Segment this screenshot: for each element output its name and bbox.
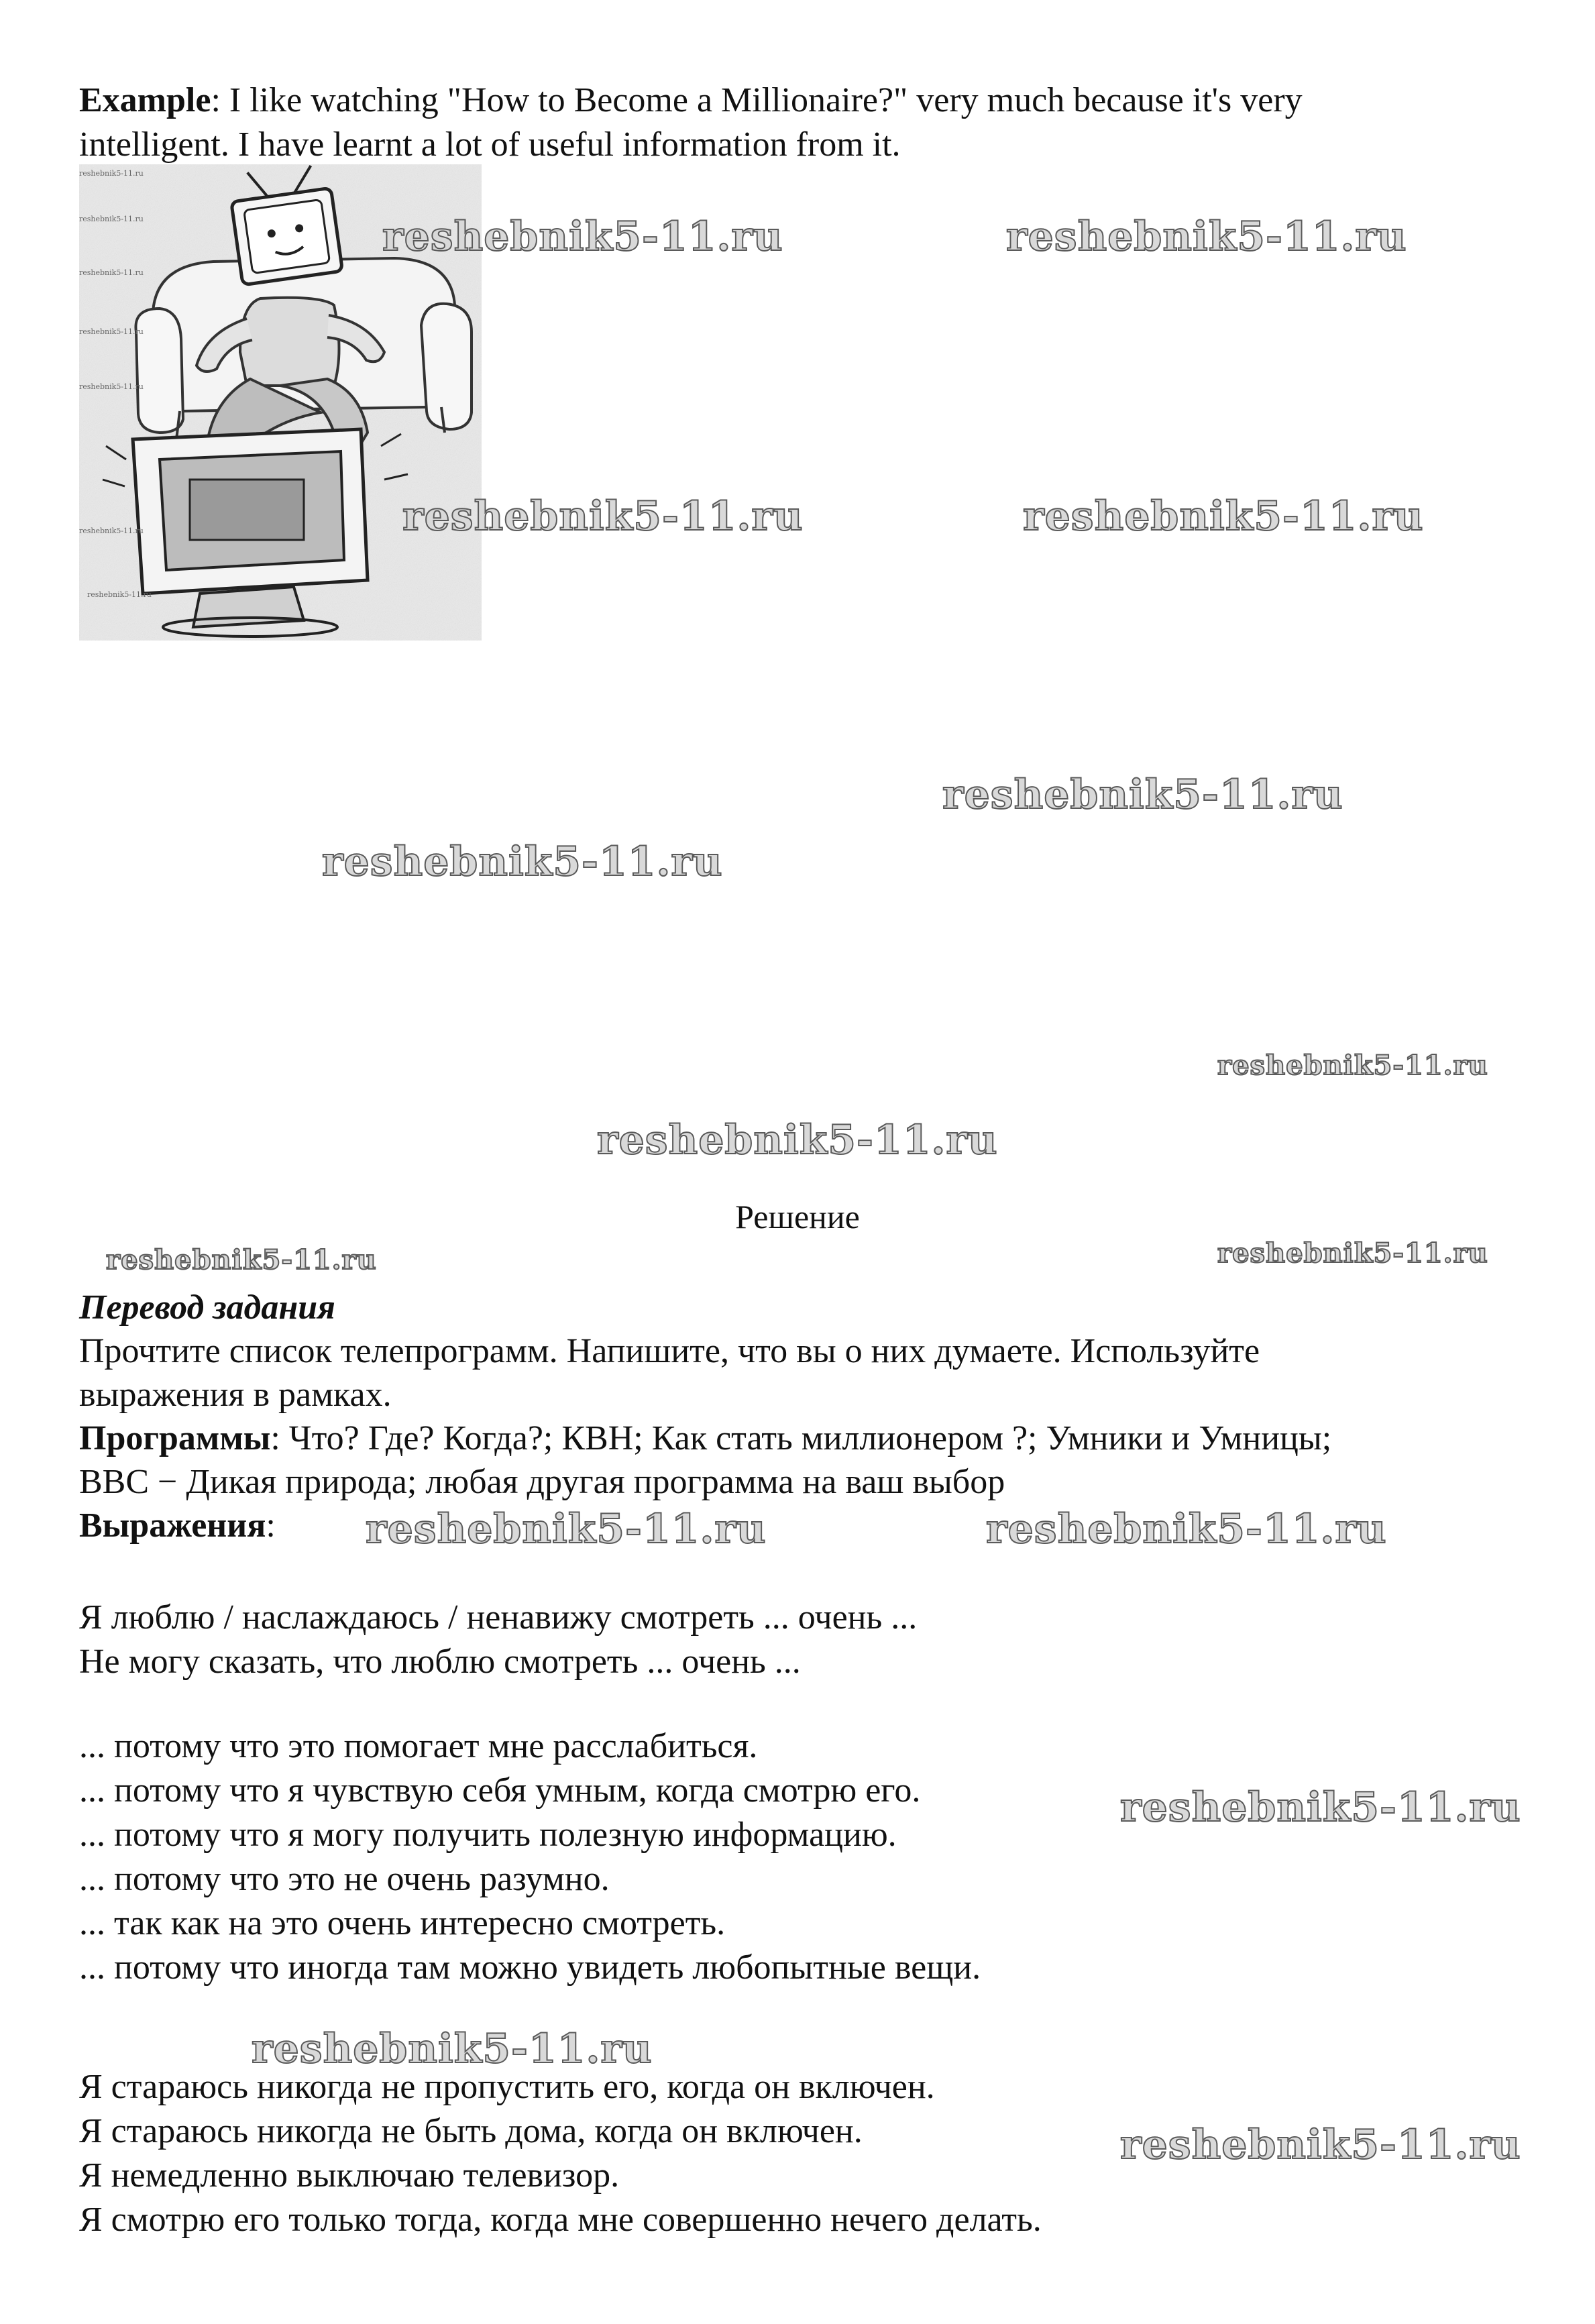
phrase-line: ... потому что иногда там можно увидеть любопытные вещи. xyxy=(79,1948,981,1987)
expressions-line xyxy=(79,1504,276,1547)
example-line-2: intelligent. I have learnt a lot of useful information from it. xyxy=(79,125,901,164)
phrase-line: Я люблю / наслаждаюсь / ненавижу смотреть ... очень ... xyxy=(79,1598,918,1637)
expressions-label: Выражения xyxy=(79,1506,266,1545)
phrase-line: Я смотрю его только тогда, когда мне совершенно нечего делать. xyxy=(79,2201,1042,2239)
watermark: reshebnik5-11.ru xyxy=(986,1506,1387,1553)
watermark: reshebnik5-11.ru xyxy=(1120,2121,1521,2168)
watermark-tiny: reshebnik5-11.ru xyxy=(79,215,144,223)
expressions-colon: : xyxy=(266,1506,276,1545)
watermark-tiny: reshebnik5-11.ru xyxy=(79,169,144,178)
example-label: Example xyxy=(79,81,211,119)
watermark: reshebnik5-11.ru xyxy=(382,213,783,260)
instruction-line-1: Прочтите список телепрограмм. Напишите, что вы о них думаете. Используйте xyxy=(79,1332,1260,1370)
phrase-line: ... потому что это помогает мне расслабиться. xyxy=(79,1727,758,1765)
watermark: reshebnik5-11.ru xyxy=(322,838,723,885)
watermark: reshebnik5-11.ru xyxy=(1120,1784,1521,1831)
watermark-tiny: reshebnik5-11.ru xyxy=(79,268,144,277)
phrase-line: ... так как на это очень интересно смотреть. xyxy=(79,1904,726,1942)
programs-label: Программы xyxy=(79,1419,271,1457)
phrase-line: Не могу сказать, что люблю смотреть ... очень ... xyxy=(79,1643,801,1681)
phrase-line: ... потому что это не очень разумно. xyxy=(79,1860,610,1898)
watermark: reshebnik5-11.ru xyxy=(1006,213,1407,260)
phrase-line: ... потому что я могу получить полезную информацию. xyxy=(79,1816,897,1854)
phrase-line: ... потому что я чувствую себя умным, когда смотрю его. xyxy=(79,1771,921,1810)
programs-line-2: BBC − Дикая природа; любая другая программа на ваш выбор xyxy=(79,1463,1005,1501)
watermark-tiny: reshebnik5-11.ru xyxy=(79,527,144,535)
section-title: Решение xyxy=(735,1198,860,1235)
watermark: reshebnik5-11.ru xyxy=(942,771,1343,818)
watermark: reshebnik5-11.ru xyxy=(1217,1237,1488,1269)
watermark-tiny: reshebnik5-11.ru xyxy=(79,382,144,391)
example-line-1 xyxy=(79,79,1303,122)
phrase-line: Я стараюсь никогда не быть дома, когда он включен. xyxy=(79,2112,863,2150)
programs-line-1 xyxy=(79,1417,1331,1460)
watermark-tiny: reshebnik5-11.ru xyxy=(79,327,144,336)
watermark: reshebnik5-11.ru xyxy=(366,1506,767,1553)
phrase-line: Я стараюсь никогда не пропустить его, когда он включен. xyxy=(79,2068,935,2106)
example-text: : I like watching "How to Become a Millionaire?" very much because it's very xyxy=(211,81,1303,119)
watermark: reshebnik5-11.ru xyxy=(597,1117,998,1164)
watermark: reshebnik5-11.ru xyxy=(252,2026,653,2072)
watermark: reshebnik5-11.ru xyxy=(106,1244,377,1276)
programs-text: : Что? Где? Когда?; КВН; Как стать миллионером ?; Умники и Умницы; xyxy=(270,1419,1332,1457)
phrase-line: Я немедленно выключаю телевизор. xyxy=(79,2156,620,2195)
instruction-line-2: выражения в рамках. xyxy=(79,1376,392,1414)
watermark-tiny: reshebnik5-11.ru xyxy=(87,590,152,599)
translation-title: Перевод задания xyxy=(79,1288,335,1327)
watermark: reshebnik5-11.ru xyxy=(402,493,804,540)
watermark: reshebnik5-11.ru xyxy=(1023,493,1424,540)
watermark: reshebnik5-11.ru xyxy=(1217,1050,1488,1081)
